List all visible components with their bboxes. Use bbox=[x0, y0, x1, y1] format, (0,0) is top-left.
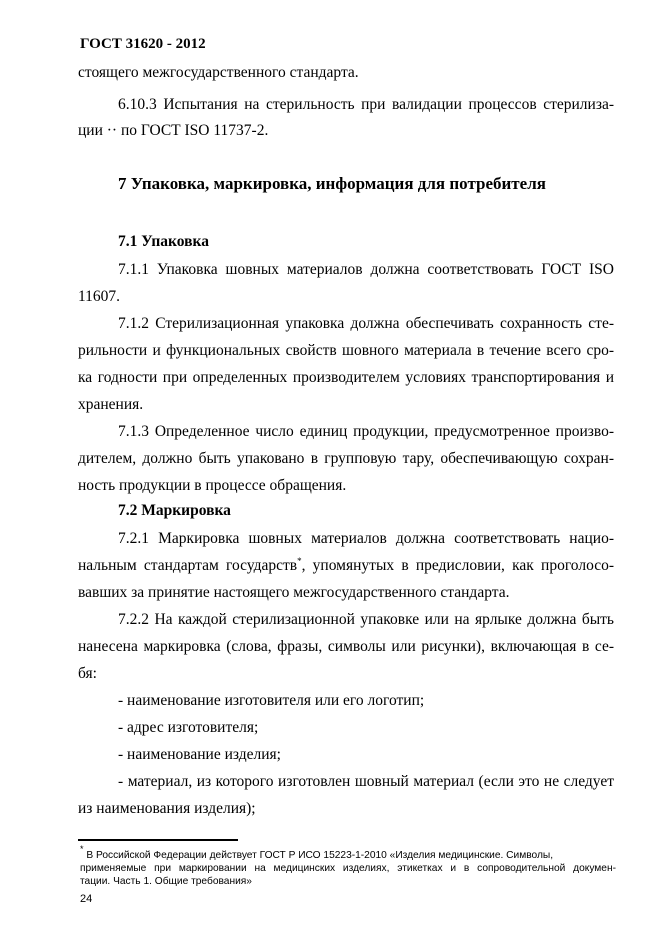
list-item-line2: из наименования изделия); bbox=[78, 800, 256, 817]
paragraph-7-2-2-line1: 7.2.2 На каждой стерилизационной упаковке или на ярлыке должна быть bbox=[118, 611, 614, 628]
subsection-7-2-heading: 7.2 Маркировка bbox=[118, 502, 231, 519]
paragraph-7-2-1-line2-text-a: нальным стандартам государств bbox=[78, 557, 298, 574]
paragraph-7-2-1-line2 bbox=[78, 556, 614, 576]
paragraph-continuation: стоящего межгосударственного стандарта. bbox=[78, 64, 359, 81]
footnote-line1 bbox=[80, 844, 616, 863]
page-number: 24 bbox=[80, 893, 93, 905]
paragraph-7-1-3-line2: дителем, должно быть упаковано в групповую тару, обеспечивающую сохран- bbox=[78, 450, 614, 467]
paragraph-7-1-1-line2: 11607. bbox=[78, 288, 121, 305]
footnote-line2: применяемые при маркировании на медицинских изделиях, этикетках и в сопроводительной докумен- bbox=[80, 863, 616, 874]
list-item: - наименование изготовителя или его логотип; bbox=[118, 692, 425, 709]
paragraph-7-1-2-line4: хранения. bbox=[78, 396, 144, 413]
document-header: ГОСТ 31620 - 2012 bbox=[80, 36, 206, 52]
paragraph-7-1-2-line2: рильности и функциональных свойств шовного материала в течение всего сро- bbox=[78, 342, 614, 359]
footnote-line1-text: В Российской Федерации действует ГОСТ Р ИСО 15223-1-2010 «Изделия медицинские. Символы, bbox=[83, 850, 554, 861]
section-7-heading: 7 Упаковка, маркировка, информация для потребителя bbox=[118, 174, 546, 193]
subsection-7-1-heading: 7.1 Упаковка bbox=[118, 233, 209, 250]
paragraph-7-2-2-line3: бя: bbox=[78, 665, 97, 682]
footnote-mark: * bbox=[80, 844, 84, 854]
footnote-line3: тации. Часть 1. Общие требования» bbox=[80, 876, 252, 887]
paragraph-7-1-3-line1: 7.1.3 Определенное число единиц продукции, предусмотренное произво- bbox=[118, 423, 614, 440]
paragraph-6-10-3-line2: ции ·· по ГОСТ ISO 11737-2. bbox=[78, 122, 269, 139]
footnote-divider bbox=[78, 839, 238, 841]
list-item: - наименование изделия; bbox=[118, 746, 281, 763]
paragraph-7-1-3-line3: ность продукции в процессе обращения. bbox=[78, 477, 347, 494]
paragraph-7-2-2-line2: нанесена маркировка (слова, фразы, символы или рисунки), включающая в се- bbox=[78, 638, 614, 655]
list-item: - адрес изготовителя; bbox=[118, 719, 259, 736]
paragraph-7-2-1-line2-text-b: , упомянутых в предисловии, как проголосо- bbox=[301, 557, 615, 574]
paragraph-7-2-1-line3: вавших за принятие настоящего межгосударственного стандарта. bbox=[78, 584, 510, 601]
paragraph-7-1-1-line1: 7.1.1 Упаковка шовных материалов должна соответствовать ГОСТ ISO bbox=[118, 261, 614, 278]
footnote-reference: * bbox=[297, 556, 302, 566]
paragraph-6-10-3-line1: 6.10.3 Испытания на стерильность при валидации процессов стерилиза- bbox=[118, 96, 614, 113]
paragraph-7-1-2-line3: ка годности при определенных производителем условиях транспортирования и bbox=[78, 369, 614, 386]
paragraph-7-2-1-line1: 7.2.1 Маркировка шовных материалов должна соответствовать нацио- bbox=[118, 530, 614, 547]
list-item-line1: - материал, из которого изготовлен шовный материал (если это не следует bbox=[118, 773, 614, 790]
paragraph-7-1-2-line1: 7.1.2 Стерилизационная упаковка должна обеспечивать сохранность сте- bbox=[118, 315, 614, 332]
